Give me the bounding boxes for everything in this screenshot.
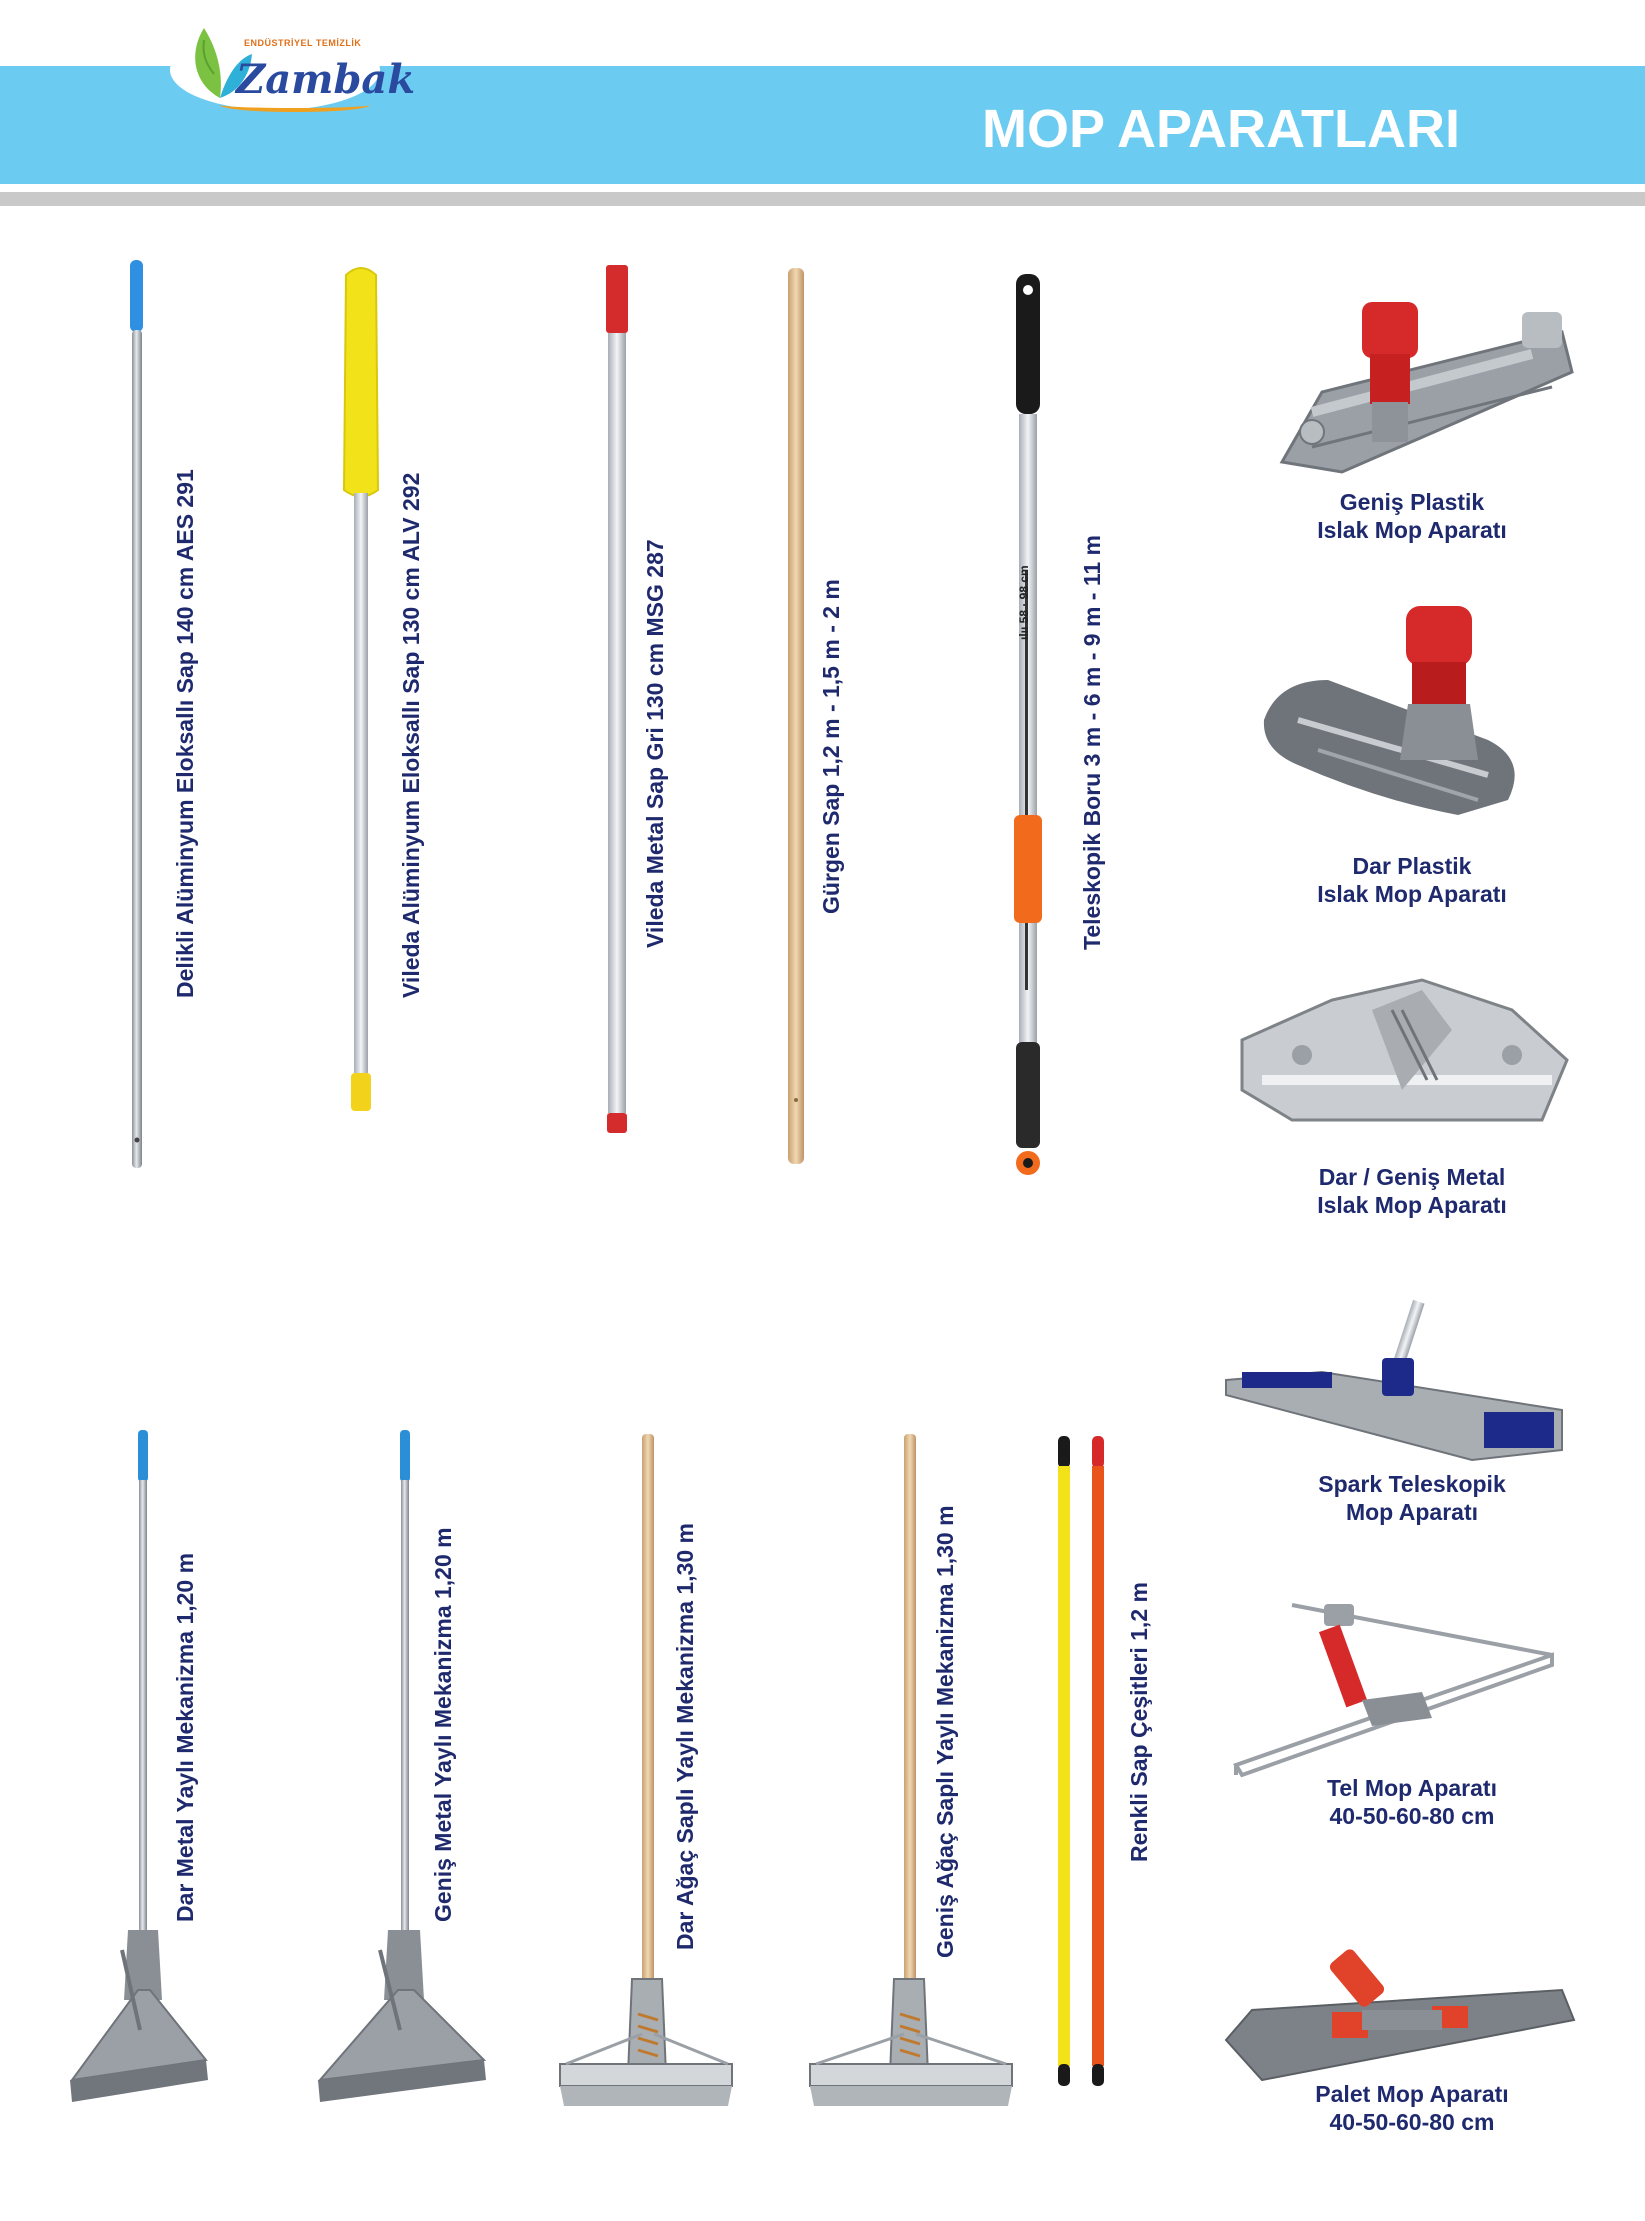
apparatus-caption-5 <box>1282 1774 1542 1830</box>
mechanism-label-1: Dar Metal Yaylı Mekanizma 1,20 m <box>172 1552 198 1922</box>
handle-label-3: Vileda Metal Sap Gri 130 cm MSG 287 <box>642 539 668 948</box>
telescopic-handle-image <box>1006 270 1066 1190</box>
brand-name: Zambak <box>236 56 416 103</box>
aluminium-yellow-grip-handle-image <box>336 265 386 1165</box>
narrow-wooden-spring-mechanism-image <box>556 1434 736 2120</box>
apparatus-caption-6 <box>1282 2080 1542 2136</box>
wooden-handle-image <box>784 268 814 1168</box>
apparatus-2-type: Islak Mop Aparatı <box>1317 881 1507 907</box>
header-gray-stripe <box>0 192 1645 206</box>
handle-label-4: Gürgen Sap 1,2 m - 1,5 m - 2 m <box>818 579 844 914</box>
apparatus-4-name: Spark Teleskopik <box>1318 1471 1506 1497</box>
apparatus-caption-2 <box>1282 852 1542 908</box>
mechanism-label-5: Renkli Sap Çeşitleri 1,2 m <box>1126 1582 1152 1862</box>
handle-label-5: Teleskopik Boru 3 m - 6 m - 9 m - 11 m <box>1079 535 1105 950</box>
apparatus-6-name: Palet Mop Aparatı <box>1315 2081 1509 2107</box>
telescopic-marking: ılıı 58 · 98 cm <box>1017 565 1031 640</box>
metal-mop-holder-image <box>1222 970 1582 1150</box>
apparatus-caption-4 <box>1282 1470 1542 1526</box>
wide-wooden-spring-mechanism-image <box>806 1434 1016 2120</box>
page-title: MOP APARATLARI <box>982 99 1460 159</box>
mechanism-label-2: Geniş Metal Yaylı Mekanizma 1,20 m <box>430 1527 456 1922</box>
apparatus-1-type: Islak Mop Aparatı <box>1317 517 1507 543</box>
handle-label-1: Delikli Alüminyum Eloksallı Sap 140 cm AES 291 <box>172 469 198 998</box>
apparatus-5-size: 40-50-60-80 cm <box>1329 1803 1495 1829</box>
wide-plastic-mop-holder-image <box>1272 262 1582 502</box>
apparatus-6-size: 40-50-60-80 cm <box>1329 2109 1495 2135</box>
handle-label-2: Vileda Alüminyum Eloksallı Sap 130 cm ALV 292 <box>398 472 424 998</box>
aluminium-perforated-handle-image <box>120 260 160 1170</box>
spark-telescopic-mop-frame-image <box>1222 1300 1572 1470</box>
mechanism-label-4: Geniş Ağaç Saplı Yaylı Mekanizma 1,30 m <box>932 1505 958 1958</box>
pallet-mop-frame-image <box>1222 1940 1582 2090</box>
apparatus-5-name: Tel Mop Aparatı <box>1327 1775 1497 1801</box>
narrow-metal-spring-mechanism-image <box>66 1430 226 2120</box>
narrow-plastic-mop-holder-image <box>1258 600 1548 830</box>
logo-swoosh <box>220 98 370 112</box>
apparatus-caption-3 <box>1282 1163 1542 1219</box>
apparatus-3-type: Islak Mop Aparatı <box>1317 1192 1507 1218</box>
apparatus-1-name: Geniş Plastik <box>1339 489 1485 515</box>
wire-mop-frame-image <box>1232 1600 1572 1780</box>
apparatus-caption-1 <box>1282 488 1542 544</box>
colored-handles-image <box>1048 1436 1118 2116</box>
apparatus-4-type: Mop Aparatı <box>1345 1499 1479 1525</box>
brand-tagline: ENDÜSTRİYEL TEMİZLİK <box>244 38 362 48</box>
apparatus-2-name: Dar Plastik <box>1352 853 1472 879</box>
header-divider <box>0 184 1645 192</box>
apparatus-3-name: Dar / Geniş Metal <box>1318 1164 1506 1190</box>
wide-metal-spring-mechanism-image <box>314 1430 494 2120</box>
brand-logo <box>140 0 416 128</box>
mechanism-label-3: Dar Ağaç Saplı Yaylı Mekanizma 1,30 m <box>672 1523 698 1950</box>
metal-grey-handle-image <box>598 265 638 1175</box>
